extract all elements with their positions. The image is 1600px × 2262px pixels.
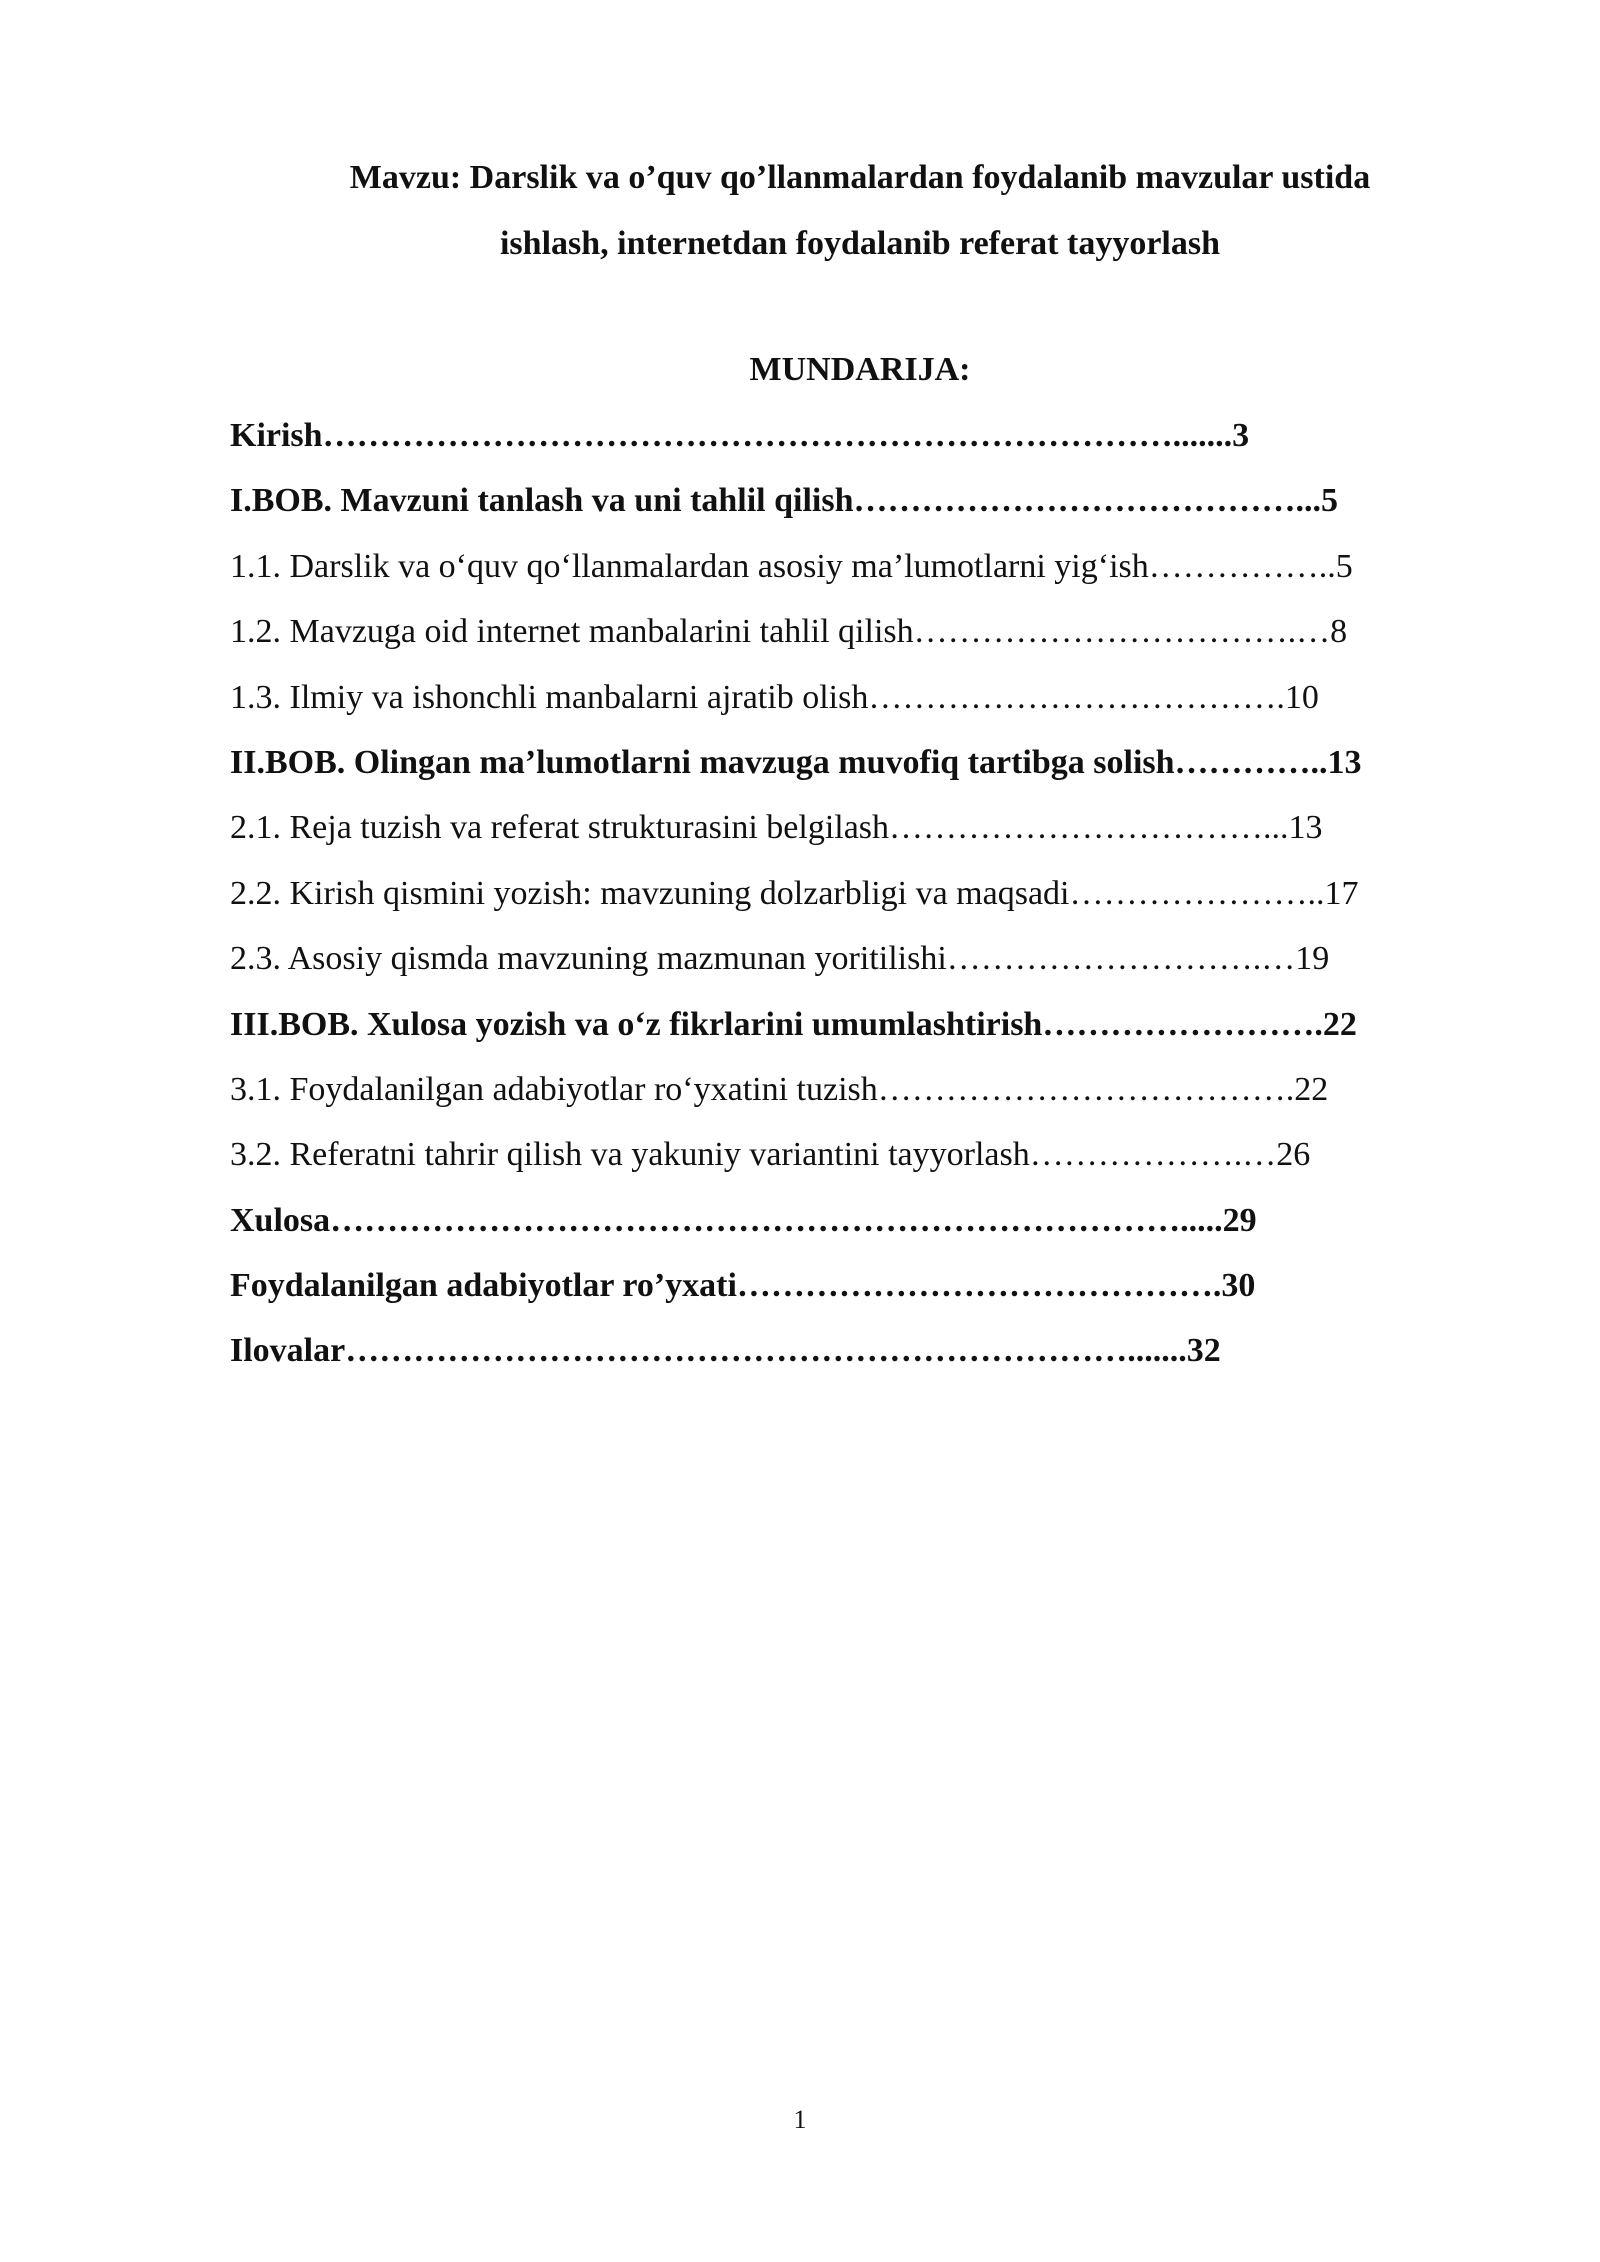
toc-entry-xulosa — [230, 1188, 1500, 1253]
toc-entry-2-1 — [230, 795, 1500, 860]
toc-entry-page: 19 — [1295, 940, 1330, 978]
toc-entry-leader: ……………………………………. — [736, 1267, 1222, 1305]
toc-entry-leader: ……………….… — [1029, 1136, 1277, 1174]
toc-entry-page: 5 — [1335, 547, 1353, 585]
title-line-1: Mavzu: Darslik va o’quv qo’llanmalardan foydalanib mavzular ustida — [349, 159, 1371, 196]
toc-entry-label: 1.2. Mavzuga oid internet manbalarini tahlil qilish — [230, 613, 914, 651]
toc-entry-leader: ………………………………. — [877, 1070, 1295, 1108]
page-number: 1 — [793, 2105, 807, 2134]
toc-entry-page: 13 — [1288, 809, 1323, 847]
toc-entry-ilovalar — [230, 1318, 1500, 1383]
toc-entry-3-2 — [230, 1122, 1500, 1187]
toc-entry-chapter-3 — [230, 992, 1500, 1057]
toc-heading: MUNDARIJA: — [749, 351, 971, 388]
toc-entry-label: 2.2. Kirish qismini yozish: mavzuning dolzarbligi va maqsadi — [230, 874, 1070, 912]
toc-entry-page: 17 — [1324, 874, 1359, 912]
toc-entry-2-2 — [230, 861, 1500, 926]
toc-entry-1-1 — [230, 534, 1500, 599]
toc-entry-leader: ………….. — [1174, 743, 1328, 781]
toc-entry-chapter-2 — [230, 730, 1500, 795]
toc-entry-leader: …………………………………... — [853, 482, 1322, 520]
toc-entry-leader: ……………………………... — [889, 809, 1289, 847]
toc-entry-label: 1.1. Darslik va o‘quv qo‘llanmalardan asosiy ma’lumotlarni yig‘ish — [230, 547, 1149, 585]
toc-entry-page: 8 — [1330, 613, 1348, 651]
toc-entry-leader: …………………………….… — [913, 613, 1331, 651]
toc-entry-label: II.BOB. Olingan ma’lumotlarni mavzuga muvofiq tartibga solish — [230, 743, 1175, 781]
toc-entry-1-2 — [230, 599, 1500, 664]
toc-entry-label: 3.2. Referatni tahrir qilish va yakuniy variantini tayyorlash — [230, 1136, 1030, 1174]
toc-entry-page: 22 — [1322, 1005, 1357, 1043]
toc-entry-label: I.BOB. Mavzuni tanlash va uni tahlil qilish — [230, 482, 854, 520]
toc-entry-label: III.BOB. Xulosa yozish va o‘z fikrlarini umumlashtirish — [230, 1005, 1043, 1043]
toc-entry-page: 5 — [1321, 482, 1339, 520]
toc-entry-leader: ……………………. — [1042, 1005, 1323, 1043]
toc-entry-chapter-1 — [230, 468, 1500, 533]
toc-entry-leader: ………………….. — [1069, 874, 1325, 912]
title-line-2: ishlash, internetdan foydalanib referat tayyorlash — [499, 225, 1220, 262]
toc-entry-label: Xulosa — [230, 1201, 331, 1239]
toc-entry-page: 22 — [1294, 1070, 1329, 1108]
toc-entry-label: Foydalanilgan adabiyotlar ro’yxati — [230, 1267, 737, 1305]
toc-entry-leader: ……………………….… — [946, 940, 1296, 978]
toc-entry-page: 29 — [1222, 1201, 1257, 1239]
toc-entry-bibliography — [230, 1253, 1500, 1318]
toc-entry-leader: …………………………………………………………………..... — [330, 1201, 1223, 1239]
toc-entry-page: 30 — [1221, 1267, 1256, 1305]
toc-entry-page: 10 — [1284, 678, 1319, 716]
toc-entry-page: 26 — [1276, 1136, 1311, 1174]
toc-entry-leader: ………………………………. — [868, 678, 1285, 716]
toc-entry-3-1 — [230, 1057, 1500, 1122]
toc-entry-page: 32 — [1186, 1332, 1221, 1370]
toc-entry-label: Kirish — [230, 417, 323, 454]
toc-entry-label: 3.1. Foydalanilgan adabiyotlar ro‘yxatini tuzish — [230, 1070, 878, 1108]
toc-entry-2-3 — [230, 926, 1500, 991]
toc-entry-page: 3 — [1232, 417, 1250, 454]
toc-entry-leader: …………….. — [1148, 547, 1336, 585]
toc-entry-kirish — [230, 403, 1500, 468]
toc-entry-label: Ilovalar — [230, 1332, 346, 1370]
toc-entry-label: 2.1. Reja tuzish va referat strukturasini belgilash — [230, 809, 890, 847]
toc-entry-1-3 — [230, 665, 1500, 730]
table-of-contents — [230, 403, 1500, 1384]
document-title — [230, 145, 1490, 277]
toc-entry-leader: …………………………………………………………………....... — [322, 417, 1233, 454]
toc-entry-label: 1.3. Ilmiy va ishonchli manbalarni ajratib olish — [230, 678, 869, 716]
toc-entry-page: 13 — [1327, 743, 1362, 781]
toc-entry-label: 2.3. Asosiy qismda mavzuning mazmunan yoritilishi — [230, 940, 947, 978]
toc-entry-leader: ……………………………………………………………....... — [345, 1332, 1187, 1370]
